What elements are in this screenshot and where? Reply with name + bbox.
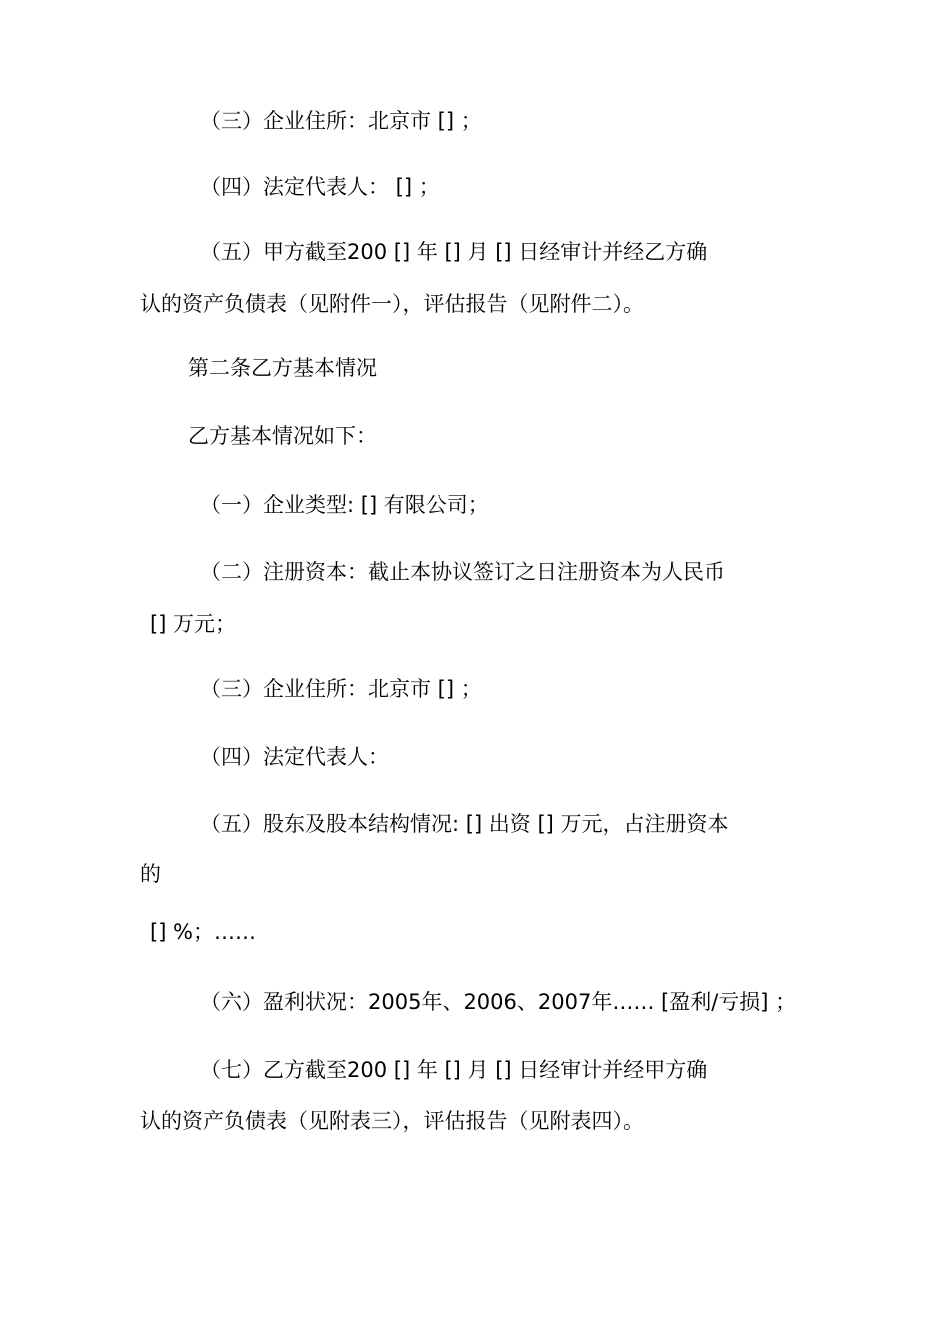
clause-b2-continuation: [] 万元； — [150, 612, 237, 636]
clause-b7-continuation: 认的资产负债表（见附表三），评估报告（见附表四）。 — [140, 1109, 644, 1133]
clause-b5-continuation-1: 的 — [140, 862, 161, 886]
clause-b5-shareholders: （五）股东及股本结构情况: [] 出资 [] 万元，占注册资本 — [200, 812, 729, 836]
clause-b3-address: （三）企业住所：北京市 [] ； — [200, 677, 482, 701]
clause-b7-balance-sheet: （七）乙方截至200 [] 年 [] 月 [] 日经审计并经甲方确 — [200, 1058, 708, 1082]
clause-a5-balance-sheet: （五）甲方截至200 [] 年 [] 月 [] 日经审计并经乙方确 — [200, 240, 708, 264]
clause-a4-legal-rep: （四）法定代表人： [] ； — [200, 175, 440, 199]
clause-b1-company-type: （一）企业类型: [] 有限公司； — [200, 493, 489, 517]
clause-a5-continuation: 认的资产负债表（见附件一），评估报告（见附件二）。 — [140, 292, 644, 316]
clause-b4-legal-rep: （四）法定代表人： — [200, 745, 389, 769]
clause-a3-address: （三）企业住所：北京市 [] ； — [200, 109, 482, 133]
clause-b5-continuation-2: [] %；…… — [150, 920, 257, 944]
clause-b6-profit: （六）盈利状况：2005年、2006、2007年…… [盈利/亏损] ； — [200, 990, 797, 1014]
clause-b2-capital: （二）注册资本：截止本协议签订之日注册资本为人民币 — [200, 560, 725, 584]
article-2-intro: 乙方基本情况如下： — [188, 424, 377, 448]
article-2-heading: 第二条乙方基本情况 — [188, 356, 377, 380]
